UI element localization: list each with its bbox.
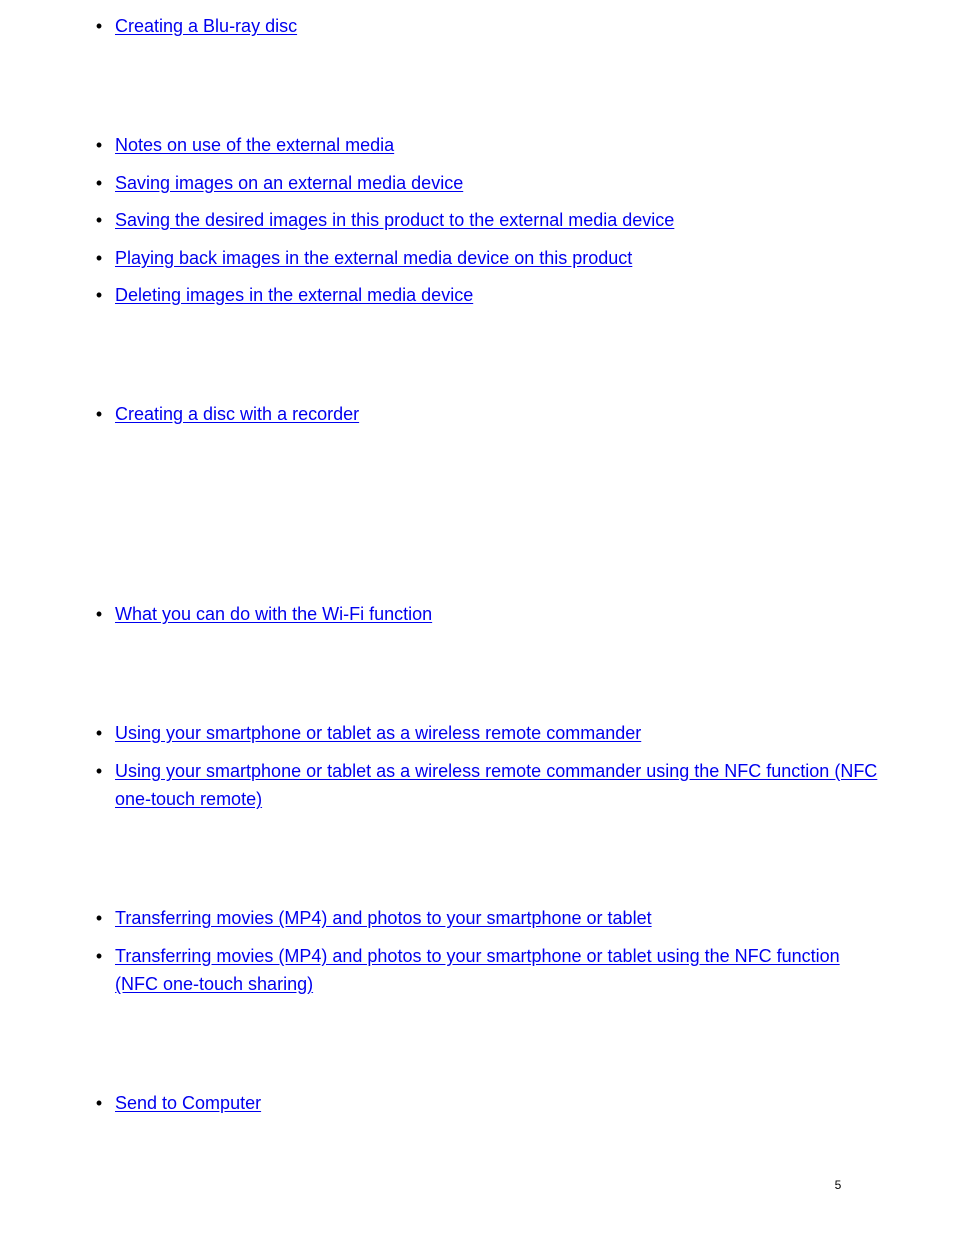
list-item	[0, 719, 885, 748]
remote-commander-link-list	[0, 719, 885, 814]
bullet-icon: •	[95, 135, 103, 155]
link-creating-disc-recorder[interactable]: Creating a disc with a recorder	[115, 404, 360, 424]
list-item	[0, 281, 885, 310]
link-playing-back-images[interactable]: Playing back images in the external media device on this product	[115, 247, 633, 268]
bullet-icon: •	[95, 404, 103, 424]
bullet-icon: •	[95, 247, 103, 268]
list-item	[0, 904, 885, 933]
link-creating-bluray-disc[interactable]: Creating a Blu-ray disc	[115, 16, 298, 36]
computer-link-list	[0, 1089, 885, 1118]
link-remote-commander[interactable]: Using your smartphone or tablet as a wireless remote commander	[115, 723, 642, 743]
list-item	[0, 757, 885, 814]
link-saving-desired-images[interactable]: Saving the desired images in this product to the external media device	[115, 210, 675, 230]
list-item	[0, 942, 885, 999]
bullet-icon: •	[95, 945, 103, 966]
link-remote-commander-nfc[interactable]: Using your smartphone or tablet as a wireless remote commander using the NFC function (NFC one-touch remote)	[115, 760, 878, 809]
transfer-link-list	[0, 904, 885, 999]
list-item	[0, 244, 885, 273]
link-transferring-movies[interactable]: Transferring movies (MP4) and photos to your smartphone or tablet	[115, 908, 652, 928]
wifi-link-list	[0, 600, 885, 629]
link-notes-external-media[interactable]: Notes on use of the external media	[115, 135, 395, 155]
list-item	[0, 206, 885, 235]
bullet-icon: •	[95, 210, 103, 230]
bullet-icon: •	[95, 16, 103, 36]
link-deleting-images[interactable]: Deleting images in the external media device	[115, 285, 474, 305]
list-item	[0, 1089, 885, 1118]
bullet-icon: •	[95, 604, 103, 624]
link-wifi-function[interactable]: What you can do with the Wi-Fi function	[115, 604, 433, 624]
bullet-icon: •	[95, 908, 103, 928]
list-item	[0, 400, 885, 429]
bullet-icon: •	[95, 723, 103, 743]
link-send-to-computer[interactable]: Send to Computer	[115, 1093, 262, 1113]
bullet-icon: •	[95, 1093, 103, 1113]
list-item	[0, 600, 885, 629]
recorder-link-list	[0, 400, 885, 429]
bullet-icon: •	[95, 760, 103, 781]
list-item	[0, 169, 885, 198]
bluray-link-list	[0, 12, 885, 41]
bullet-icon: •	[95, 285, 103, 305]
link-saving-images-external-media[interactable]: Saving images on an external media device	[115, 172, 464, 193]
list-item	[0, 12, 885, 41]
link-transferring-movies-nfc[interactable]: Transferring movies (MP4) and photos to your smartphone or tablet using the NFC function (NFC one-touch sharing)	[115, 945, 840, 994]
page-number: 5	[834, 1178, 842, 1192]
bullet-icon: •	[95, 172, 103, 193]
list-item	[0, 131, 885, 160]
external-media-link-list	[0, 131, 885, 310]
